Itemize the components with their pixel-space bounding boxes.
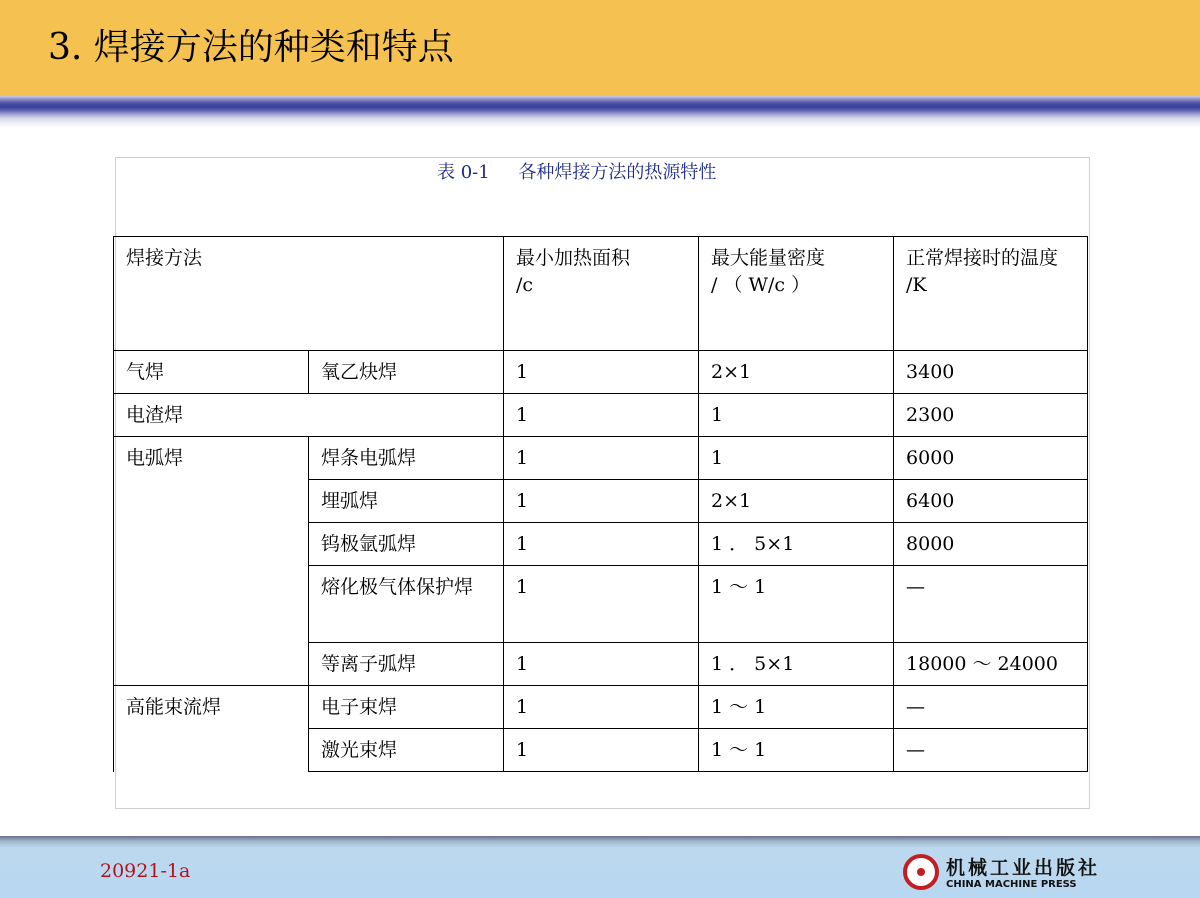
cell-density: 1	[699, 394, 894, 437]
cell-density: 1 ～ 1	[699, 686, 894, 729]
cell-temperature: —	[894, 686, 1088, 729]
table-header-row	[114, 237, 1088, 351]
cell-area: 1	[504, 686, 699, 729]
cell-temperature: 2300	[894, 394, 1088, 437]
slide-title: 3. 焊接方法的种类和特点	[48, 27, 454, 68]
table-row	[114, 351, 1088, 394]
table-row	[114, 729, 1088, 772]
cell-area: 1	[504, 480, 699, 523]
cell-method: 埋弧焊	[309, 480, 504, 523]
cell-temperature: 6000	[894, 437, 1088, 480]
cell-area: 1	[504, 351, 699, 394]
cell-category: 高能束流焊	[114, 686, 309, 729]
publisher-logo	[903, 852, 1113, 896]
header-density: 最大能量密度 / （ W/c ）	[699, 237, 894, 351]
slide-code: 20921-1a	[100, 860, 191, 882]
cell-temperature: 18000 ～ 24000	[894, 643, 1088, 686]
cell-area: 1	[504, 523, 699, 566]
cell-density: 1 ～ 1	[699, 566, 894, 643]
header-method: 焊接方法	[114, 237, 504, 351]
cell-area: 1	[504, 643, 699, 686]
table-caption: 表 0-1 各种焊接方法的热源特性	[437, 162, 717, 183]
cell-area: 1	[504, 566, 699, 643]
cell-temperature: 3400	[894, 351, 1088, 394]
cell-temperature: —	[894, 566, 1088, 643]
table-row	[114, 686, 1088, 729]
title-bar	[0, 0, 1200, 96]
header-temperature: 正常焊接时的温度 /K	[894, 237, 1088, 351]
heat-source-table	[113, 236, 1088, 772]
header-area: 最小加热面积 /c	[504, 237, 699, 351]
cell-category: 电渣焊	[114, 394, 504, 437]
cell-method: 熔化极气体保护焊	[309, 566, 504, 643]
cell-method: 电子束焊	[309, 686, 504, 729]
cell-area: 1	[504, 394, 699, 437]
cell-density: 1	[699, 437, 894, 480]
publisher-name-en: CHINA MACHINE PRESS	[946, 879, 1077, 890]
cell-temperature: —	[894, 729, 1088, 772]
cell-density: 1 ． 5×1	[699, 523, 894, 566]
cell-area: 1	[504, 729, 699, 772]
table-row	[114, 437, 1088, 480]
cell-category: 电弧焊	[114, 437, 309, 480]
cell-method: 氧乙炔焊	[309, 351, 504, 394]
table-row	[114, 523, 1088, 566]
cell-density: 2×1	[699, 351, 894, 394]
cell-method: 激光束焊	[309, 729, 504, 772]
cell-area: 1	[504, 437, 699, 480]
publisher-logo-icon	[903, 854, 939, 890]
cell-density: 1 ． 5×1	[699, 643, 894, 686]
table-row	[114, 480, 1088, 523]
publisher-name-cn: 机械工业出版社	[946, 857, 1101, 879]
table-row	[114, 643, 1088, 686]
cell-category	[114, 643, 309, 686]
cell-method: 等离子弧焊	[309, 643, 504, 686]
cell-category	[114, 480, 309, 523]
cell-category	[114, 523, 309, 566]
cell-temperature: 8000	[894, 523, 1088, 566]
decorative-stripes	[0, 96, 1200, 128]
cell-category	[114, 566, 309, 643]
cell-category	[114, 729, 309, 772]
table-row	[114, 394, 1088, 437]
cell-temperature: 6400	[894, 480, 1088, 523]
cell-method: 钨极氩弧焊	[309, 523, 504, 566]
table-row	[114, 566, 1088, 643]
cell-method: 焊条电弧焊	[309, 437, 504, 480]
cell-density: 1 ～ 1	[699, 729, 894, 772]
cell-density: 2×1	[699, 480, 894, 523]
cell-category: 气焊	[114, 351, 309, 394]
